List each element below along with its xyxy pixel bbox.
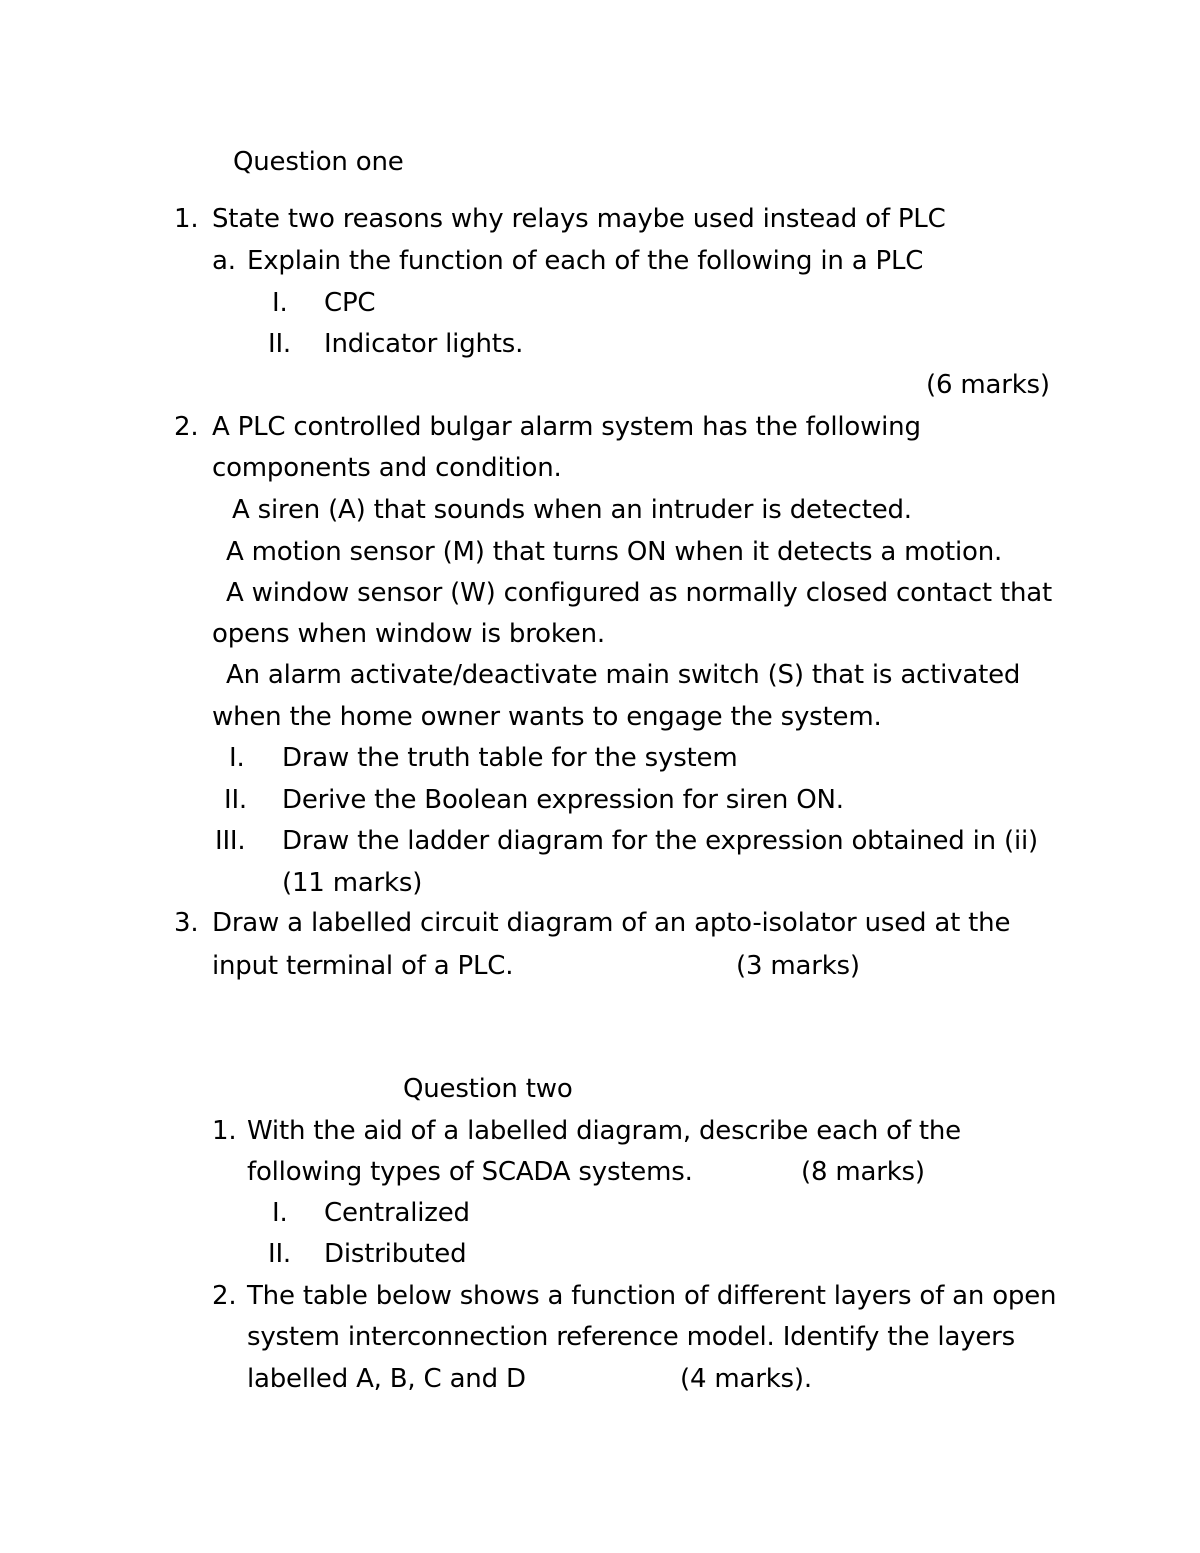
q1-item1-marks: (6 marks) [926,370,1050,400]
q1-item3-line1: Draw a labelled circuit diagram of an apto-isolator used at the [212,908,1011,938]
q1-item2-truth-table: Draw the truth table for the system [282,743,738,773]
q1-item1-text: State two reasons why relays maybe used instead of PLC [212,204,946,234]
q1-item2-roman-ii: II. [224,785,248,815]
q1-item3-marks: (3 marks) [736,951,860,981]
q2-item2-line2: system interconnection reference model. Identify the layers [247,1322,1016,1352]
q2-item1-centralized: Centralized [324,1198,470,1228]
q1-item1-cpc: CPC [324,288,376,318]
q1-item2-condition-siren: A siren (A) that sounds when an intruder is detected. [232,495,912,525]
q1-item2-boolean: Derive the Boolean expression for siren ON. [282,785,844,815]
q1-item1-sub-a-text: Explain the function of each of the following in a PLC [247,246,924,276]
q1-item2-condition-window-cont: opens when window is broken. [212,619,605,649]
q1-item2-condition-switch-cont: when the home owner wants to engage the system. [212,702,882,732]
question-two-heading: Question two [403,1074,573,1104]
q1-item1-roman-i: I. [272,288,288,318]
q1-item1-roman-ii: II. [268,329,292,359]
q1-item1-indicator-lights: Indicator lights. [324,329,524,359]
q2-item1-distributed: Distributed [324,1239,467,1269]
q2-item2-line3: labelled A, B, C and D [247,1364,526,1394]
q1-item2-condition-switch: An alarm activate/deactivate main switch (S) that is activated [226,660,1021,690]
question-one-heading: Question one [233,147,404,177]
q2-item1-line1: With the aid of a labelled diagram, describe each of the [247,1116,961,1146]
q1-item3-line2: input terminal of a PLC. [212,951,514,981]
q2-item1-number: 1. [212,1116,237,1146]
q2-item1-roman-ii: II. [268,1239,292,1269]
q1-item2-line1: A PLC controlled bulgar alarm system has the following [212,412,921,442]
q1-item2-ladder: Draw the ladder diagram for the expression obtained in (ii) [282,826,1038,856]
q1-item2-line2: components and condition. [212,453,562,483]
q1-item2-marks: (11 marks) [282,868,423,898]
q2-item1-roman-i: I. [272,1198,288,1228]
q1-item2-condition-window: A window sensor (W) configured as normally closed contact that [226,578,1052,608]
q2-item1-marks: (8 marks) [801,1157,925,1187]
q1-item2-roman-i: I. [229,743,245,773]
q1-item1-sub-a-label: a. [212,246,236,276]
q1-item2-roman-iii: III. [215,826,246,856]
q1-item1-number: 1. [174,204,199,234]
q2-item2-line1: The table below shows a function of different layers of an open [247,1281,1057,1311]
q2-item2-marks: (4 marks). [680,1364,812,1394]
q2-item1-line2: following types of SCADA systems. [247,1157,693,1187]
q1-item2-number: 2. [174,412,199,442]
q1-item3-number: 3. [174,908,199,938]
q2-item2-number: 2. [212,1281,237,1311]
q1-item2-condition-motion: A motion sensor (M) that turns ON when it detects a motion. [226,537,1003,567]
